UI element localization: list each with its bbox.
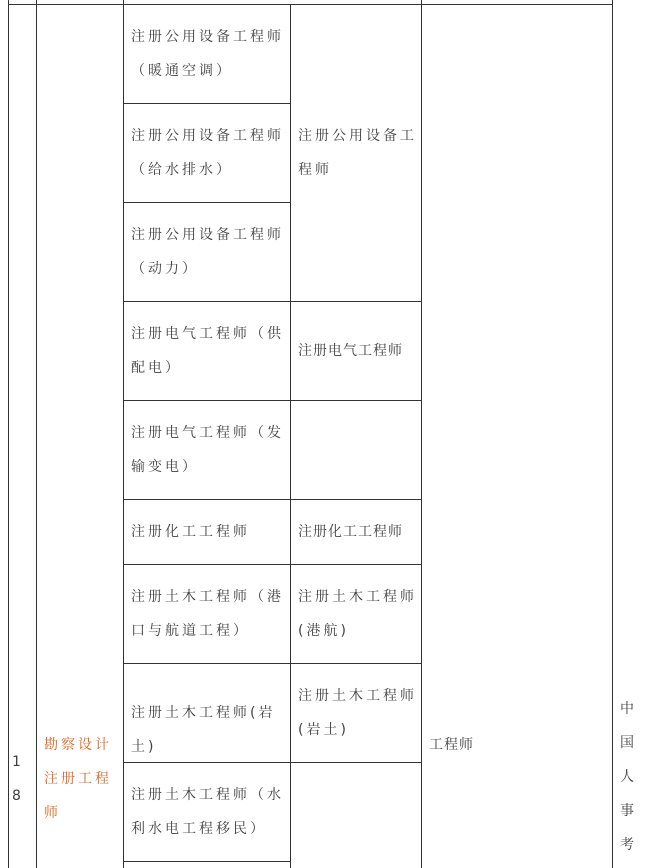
qualification-cell: 注册公用设备工程师（动力） xyxy=(131,227,284,277)
grid-line xyxy=(421,0,422,868)
qualification-cell: 注册电气工程师（发输变电） xyxy=(131,425,284,475)
side-char: 事 xyxy=(620,803,634,819)
grid-line xyxy=(8,4,612,5)
qualification-cell: 注册土木工程师（水利水电工程移民） xyxy=(131,787,284,837)
grid-line xyxy=(123,103,291,104)
side-char: 考 xyxy=(620,837,634,853)
side-char: 国 xyxy=(620,735,634,751)
grid-line xyxy=(123,499,421,500)
side-char: 中 xyxy=(620,701,634,717)
qualification-cell: 注册土木工程师（港口与航道工程） xyxy=(131,589,284,639)
level-label: 工程师 xyxy=(429,737,474,753)
qualification-cell: 注册土木工程师(岩土) xyxy=(131,705,276,755)
grid-line xyxy=(123,0,124,868)
group-cell: 注册化工工程师 xyxy=(298,524,403,540)
grid-line xyxy=(8,0,9,868)
group-cell: 注册电气工程师 xyxy=(298,343,403,359)
grid-line xyxy=(123,400,421,401)
grid-line xyxy=(123,564,421,565)
qualification-cell: 注册化工工程师 xyxy=(131,524,250,540)
group-cell: 注册土木工程师(岩土) xyxy=(298,688,417,738)
grid-line xyxy=(123,301,421,302)
qualification-cell: 注册公用设备工程师（暖通空调） xyxy=(131,29,284,79)
qualification-cell: 注册电气工程师（供配电） xyxy=(131,326,284,376)
qualification-cell: 注册公用设备工程师（给水排水） xyxy=(131,128,284,178)
row-number-digit: 8 xyxy=(12,788,24,804)
grid-line xyxy=(123,663,421,664)
grid-line xyxy=(123,861,291,862)
grid-line xyxy=(123,202,291,203)
group-cell: 注册土木工程师(港航) xyxy=(298,589,417,639)
side-char: 人 xyxy=(620,769,634,785)
group-cell: 注册公用设备工程师 xyxy=(298,128,417,178)
category-label: 勘察设计注册工程师 xyxy=(44,737,112,821)
row-number-digit: 1 xyxy=(12,754,24,770)
grid-line xyxy=(612,0,613,868)
grid-line xyxy=(36,0,37,868)
